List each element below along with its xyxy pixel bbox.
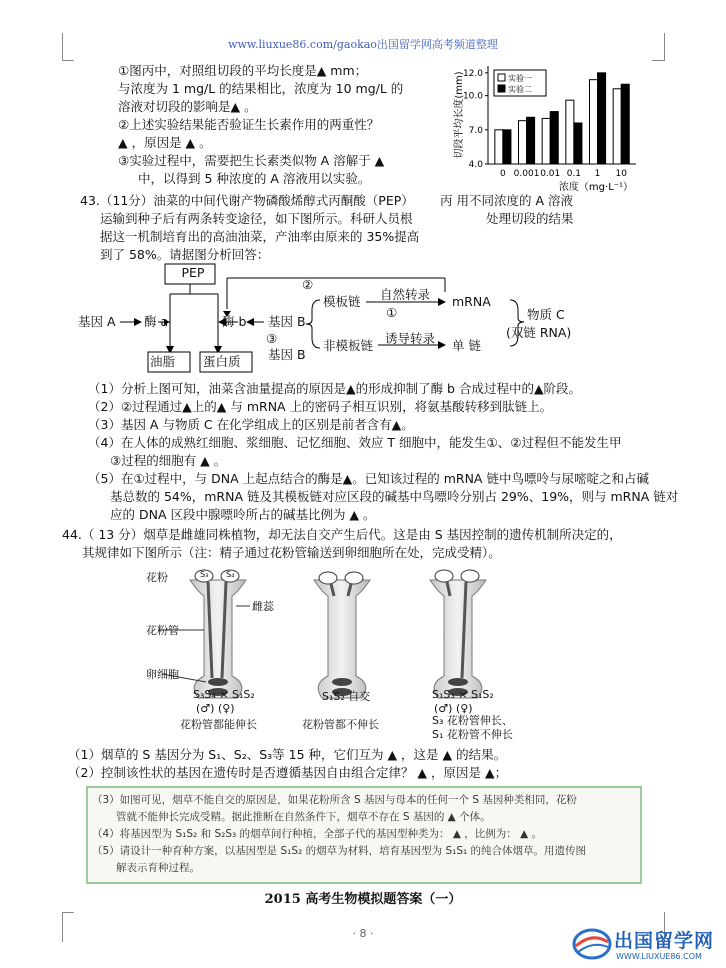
pollen-label: 花粉 (146, 571, 168, 584)
box-line: 解表示育种过程。 (116, 862, 200, 874)
stigma-label: 雌蕊 (252, 600, 274, 613)
answer-title: 2015 高考生物模拟题答案（一） (264, 892, 462, 907)
pep-label: PEP (181, 265, 205, 280)
q43-subquestion: （4）在人体的成熟红细胞、浆细胞、记忆细胞、效应 T 细胞中，能发生①、②过程但不能发生甲 (88, 435, 622, 450)
box-line: 管就不能伸长完成受精。据此推断在自然条件下，烟草不存在 S 基因的 ▲ 个体。 (116, 811, 491, 823)
box-line: （4）将基因型为 S₁S₂ 和 S₂S₃ 的烟草间行种植，全部子代的基因型种类为： ▲ ，比例为： ▲ 。 (92, 828, 543, 840)
bar-series1 (613, 89, 621, 164)
q44-subquestion: （2）控制该性状的基因在遗传时是否遵循基因自由组合定律？ ▲ ，原因是 ▲； (68, 765, 508, 780)
question-43-intro (80, 192, 419, 264)
q43-subquestion: （2）②过程通过▲上的▲ 与 mRNA 上的密码子相互识别，将氨基酸转移到肽链上。 (88, 399, 553, 414)
scanned-question-box (86, 786, 642, 884)
template-strand-label: 模板链 (323, 294, 361, 309)
enzyme-b-label: 酶 b (222, 314, 247, 329)
q43-intro-line: 运输到种子后有两条转变途径，如下图所示。科研人员根 (100, 211, 413, 226)
x-axis-label: 浓度（mg·L⁻¹） (558, 182, 634, 193)
q43-subquestion: 应的 DNA 区段中腺嘌呤所占的碱基比例为 ▲ 。 (110, 507, 376, 522)
s3-label: S₃ (200, 570, 209, 579)
bar-series2 (598, 73, 606, 164)
cross-1-sex: (♂) (♀) (196, 702, 235, 715)
question-44-intro (62, 526, 622, 562)
q43-intro-line: 到了 58%。请据图分析回答： (100, 247, 270, 262)
q42-line: ②上述实验结果能否验证生长素作用的两重性？ (118, 117, 380, 132)
question-42-block (118, 62, 403, 188)
q43-subquestion: （1）分析上图可知，油菜含油量提高的原因是▲的形成抑制了酶 b 合成过程中的▲阶段。 (88, 381, 582, 396)
y-tick-label: 4.0 (468, 160, 483, 170)
bar-series1 (590, 80, 598, 164)
question-44-subquestions (68, 746, 507, 782)
brand-name: 出国留学网 (614, 930, 715, 952)
q42-line: 与浓度为 1 mg/L 的结果相比，浓度为 10 mg/L 的 (118, 81, 404, 96)
crop-mark (62, 912, 74, 913)
y-tick-label: 12.0 (462, 68, 483, 79)
q43-subquestion: （5）在①过程中，与 DNA 上起点结合的酶是▲。已知该过程的 mRNA 链中鸟嘌呤与尿嘧啶之和占碱 (88, 471, 649, 486)
crop-mark (62, 60, 74, 61)
q44-intro-line: 44.（ 13 分）烟草是雌雄同株植物，却无法自交产生后代。这是由 S 基因控制的遗传机制所决定的， (62, 527, 622, 542)
box-line: （5）请设计一种育种方案，以基因型是 S₁S₂ 的烟草为材料，培育基因型为 S₁S₁ 的纯合体烟草。用遗传图 (92, 845, 587, 857)
legend-swatch (498, 85, 505, 92)
bar-series1 (542, 118, 550, 164)
y-axis-label: 切段平均长度(mm) (454, 71, 465, 159)
pollen-tube-label: 花粉管 (146, 624, 179, 637)
q42-line: ①图丙中，对照组切段的平均长度是▲ mm； (118, 63, 368, 78)
x-tick-label: 1 (594, 169, 601, 179)
x-tick-label: 0.001 (513, 169, 540, 179)
globe-icon (572, 926, 614, 962)
bar-series2 (503, 130, 511, 164)
q43-intro-line: 43.（11分）油菜的中间代谢产物磷酸烯醇式丙酮酸（PEP） (80, 193, 414, 208)
q43-subquestion: 基总数的 54%，mRNA 链及其模板链对应区段的碱基中鸟嘌呤分别占 29%、19%，则与 mRNA 链对 (110, 489, 679, 504)
process-3-mark: ③ (266, 331, 278, 346)
egg-cell-label: 卵细胞 (146, 668, 179, 681)
brand-url: WWW.LIUXUE86.COM (616, 952, 702, 961)
cross-3-sex: (♂) (♀) (434, 702, 473, 715)
y-tick-label: 7.0 (468, 125, 483, 136)
natural-transcription-label: 自然转录 (380, 287, 431, 302)
cross-1-label: S₃S₄ × S₁S₂ (193, 688, 255, 701)
brand-logo (572, 924, 722, 966)
x-tick-label: 0 (500, 169, 506, 179)
enzyme-a-label: 酶 a (144, 314, 169, 329)
chart-caption-line1: 丙 用不同浓度的 A 溶液 (440, 193, 573, 208)
q43-subquestion: ③过程的细胞有 ▲ 。 (110, 453, 227, 468)
x-tick-label: 10 (615, 169, 627, 179)
q42-line: 溶液对切段的影响是▲ 。 (118, 99, 257, 114)
result-1-label: 花粉管都能伸长 (180, 718, 257, 731)
process-1-mark: ① (386, 305, 398, 320)
legend-swatch (498, 74, 505, 81)
gene-b-label: 基因 B (268, 314, 306, 329)
x-tick-label: 0.01 (540, 169, 561, 179)
q44-subquestion: （1）烟草的 S 基因分为 S₁、S₂、S₃等 15 种，它们互为 ▲ ，这是 ▲ 的结果。 (68, 747, 507, 762)
result-3-line1: S₃ 花粉管伸长、 (432, 714, 513, 727)
result-2-label: 花粉管都不伸长 (302, 718, 379, 731)
single-strand-label: 单 链 (452, 338, 481, 353)
cross-3-label: S₁S₃ × S₁S₂ (432, 688, 494, 701)
q42-line: 中，以得到 5 种浓度的 A 溶液用以实验。 (138, 171, 371, 186)
non-template-strand-label: 非模板链 (323, 338, 374, 353)
bar-series1 (519, 121, 527, 164)
q44-intro-line: 其规律如下图所示（注：精子通过花粉管输送到卵细胞所在处，完成受精）。 (82, 545, 501, 560)
gene-a-label: 基因 A (78, 314, 116, 329)
gene-b-bottom-label: 基因 B (268, 347, 306, 362)
crop-mark (652, 60, 664, 61)
process-2-mark: ② (302, 277, 314, 292)
protein-label: 蛋白质 (203, 354, 241, 369)
q43-subquestion: （3）基因 A 与物质 C 在化学组成上的区别是前者含有▲。 (88, 417, 414, 432)
q42-line: ③实验过程中，需要把生长素类似物 A 溶解于 ▲ (118, 153, 385, 168)
oil-label: 油脂 (150, 354, 176, 369)
chart-caption-line2: 处理切段的结果 (486, 211, 574, 226)
x-tick-label: 0.1 (566, 169, 582, 179)
bar-series2 (621, 84, 629, 164)
bar-series2 (574, 123, 582, 164)
substance-c-label: 物质 C (527, 307, 565, 322)
s4-label: S₄ (226, 570, 235, 579)
bar-series2 (550, 112, 558, 164)
mrna-label: mRNA (452, 294, 491, 309)
induced-transcription-label: 诱导转录 (385, 331, 436, 346)
result-3-line2: S₁ 花粉管不伸长 (432, 728, 513, 741)
bar-series1 (495, 130, 503, 164)
q43-intro-line: 据这一机制培育出的高油油菜，产油率由原来的 35%提高 (100, 229, 420, 244)
page-number: · 8 · (352, 927, 374, 940)
q42-line: ▲ ，原因是 ▲ 。 (118, 135, 212, 150)
box-line: （3）如图可见，烟草不能自交的原因是，如果花粉所含 S 基因与母本的任何一个 S 基因种类相同，花粉 (92, 794, 577, 806)
question-43-subquestions (88, 380, 678, 524)
page-header: www.liuxue86.com/gaokao出国留学网高考频道整理 (228, 38, 498, 51)
bar-series1 (566, 100, 574, 164)
cross-2-label: S₁S₂ 自交 (322, 690, 371, 703)
legend-label: 实验一 (508, 74, 532, 83)
double-rna-label: (双链 RNA) (506, 325, 572, 340)
y-tick-label: 10.0 (462, 91, 483, 102)
bar-series2 (527, 117, 535, 164)
legend-label: 实验二 (508, 85, 532, 94)
